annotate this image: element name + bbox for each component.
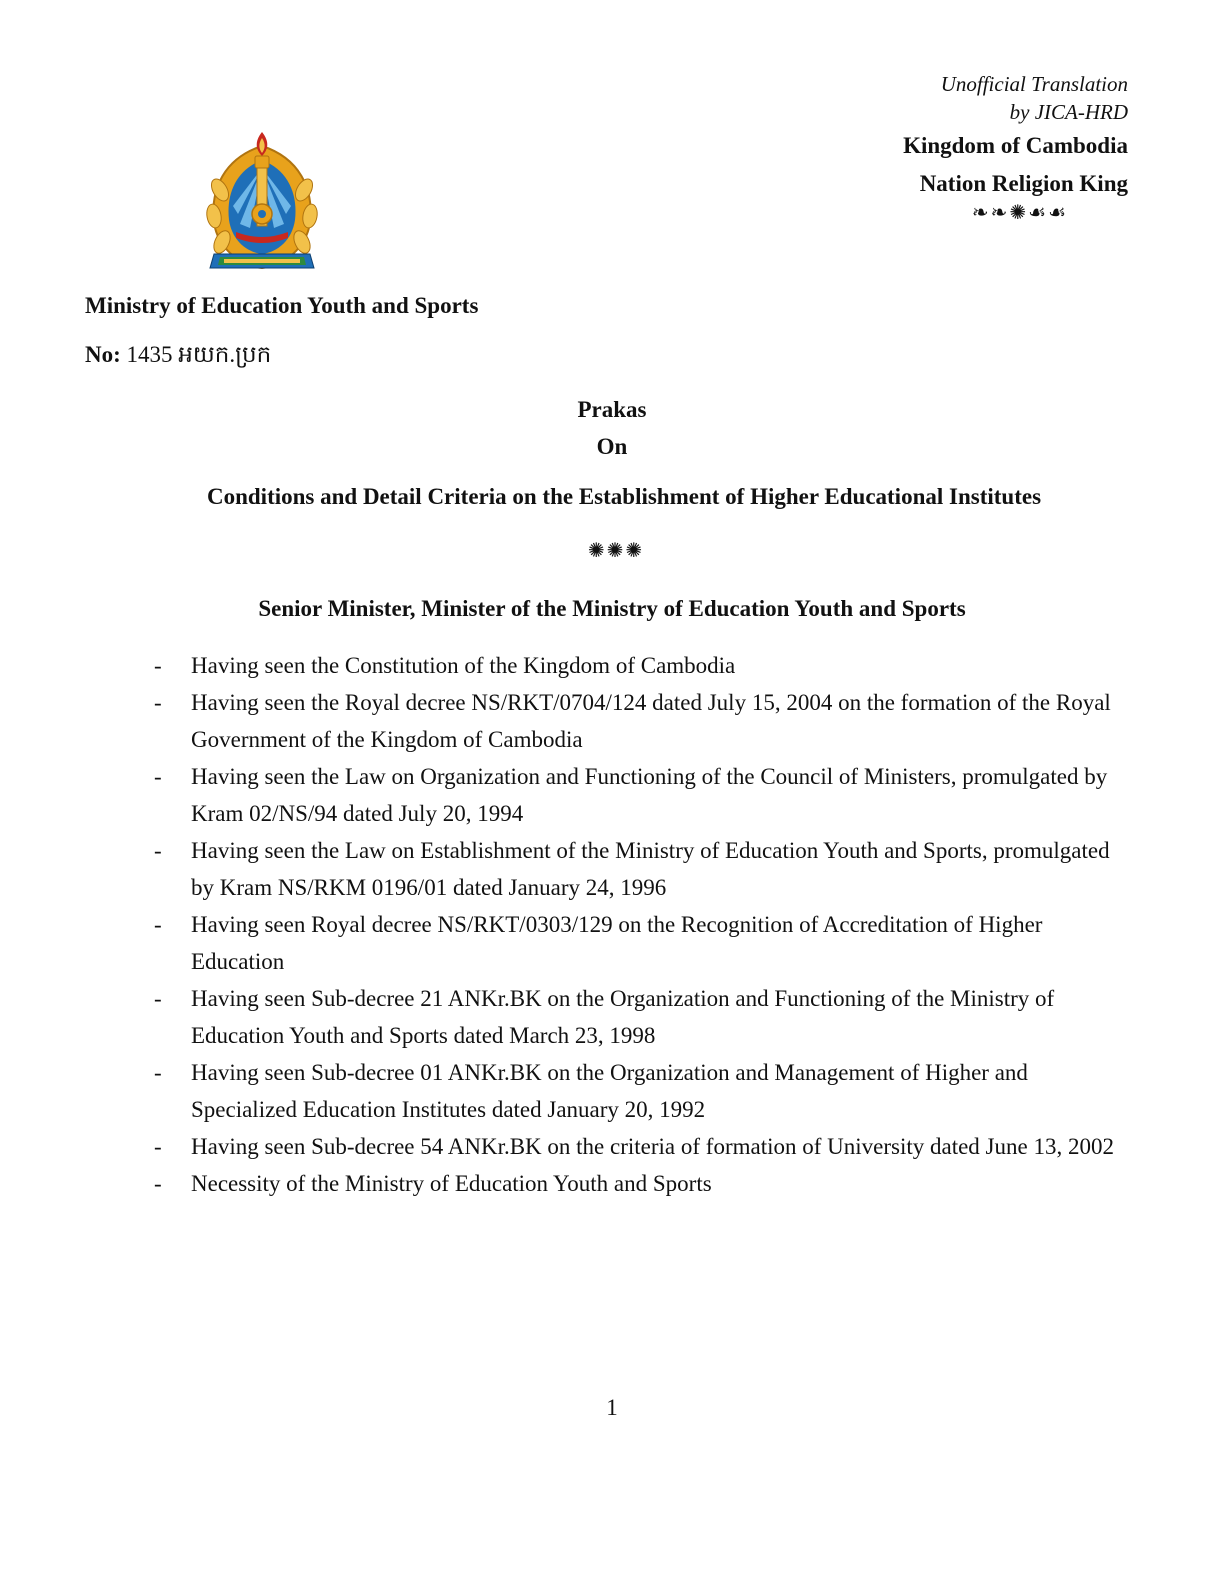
document-on: On (596, 434, 628, 459)
list-item (154, 980, 1124, 1054)
document-number-value: 1435 អយក.ប្រក (126, 342, 272, 367)
list-item-text: Having seen Royal decree NS/RKT/0303/129 on the Recognition of Accreditation of Higher Education (191, 912, 1043, 974)
list-item-text: Having seen Sub-decree 21 ANKr.BK on the Organization and Functioning of the Ministry of Education Youth and Sports dated March 23, 1998 (191, 986, 1055, 1048)
ministry-emblem-icon (200, 128, 324, 278)
list-dash: - (154, 1171, 162, 1196)
list-item (154, 1128, 1124, 1165)
national-motto: Nation Religion King (919, 171, 1128, 196)
ministry-name: Ministry of Education Youth and Sports (85, 293, 479, 318)
list-item-text: Having seen Sub-decree 54 ANKr.BK on the criteria of formation of University dated June 13, 2002 (191, 1134, 1114, 1159)
list-dash: - (154, 912, 162, 937)
document-type: Prakas (577, 397, 647, 422)
document-number (85, 341, 271, 374)
considerations-list (154, 647, 1124, 1202)
list-item (154, 1054, 1124, 1128)
list-item (154, 684, 1124, 758)
flower-ornament-icon: ✺✺✺ (587, 540, 645, 562)
kingdom-name: Kingdom of Cambodia (903, 133, 1128, 158)
document-subject: Conditions and Detail Criteria on the Establishment of Higher Educational Institutes (206, 484, 1042, 509)
translation-note-line1: Unofficial Translation (940, 72, 1128, 96)
list-item-text: Having seen the Law on Organization and Functioning of the Council of Ministers, promulgated by Kram 02/NS/94 dated July 20, 1994 (191, 764, 1108, 826)
list-dash: - (154, 764, 162, 789)
list-dash: - (154, 653, 162, 678)
list-item (154, 647, 1124, 684)
kingdom-heading (903, 127, 1128, 203)
list-dash: - (154, 1134, 162, 1159)
list-item-text: Having seen the Constitution of the Kingdom of Cambodia (191, 653, 736, 678)
list-dash: - (154, 690, 162, 715)
list-item (154, 758, 1124, 832)
document-number-label: No: (85, 342, 121, 367)
list-item (154, 832, 1124, 906)
page-number: 1 (606, 1395, 618, 1420)
document-type-heading (0, 391, 1224, 465)
list-item (154, 1165, 1124, 1202)
list-item-text: Having seen Sub-decree 01 ANKr.BK on the Organization and Management of Higher and Specialized Education Institutes dated January 20, 1992 (191, 1060, 1028, 1122)
ornament-divider-icon: ❧❧✺☙☙ (971, 202, 1068, 224)
list-item-text: Necessity of the Ministry of Education Youth and Sports (191, 1171, 712, 1196)
list-dash: - (154, 1060, 162, 1085)
list-item-text: Having seen the Royal decree NS/RKT/0704/124 dated July 15, 2004 on the formation of the Royal Government of the Kingdom of Cambodia (191, 690, 1111, 752)
issuer-title: Senior Minister, Minister of the Ministry of Education Youth and Sports (258, 596, 966, 621)
translation-note-line2: by JICA-HRD (1009, 100, 1128, 124)
list-dash: - (154, 986, 162, 1011)
list-item-text: Having seen the Law on Establishment of the Ministry of Education Youth and Sports, promulgated by Kram NS/RKM 0196/01 dated January 24, 1996 (191, 838, 1110, 900)
translation-note (941, 70, 1128, 126)
list-item (154, 906, 1124, 980)
list-dash: - (154, 838, 162, 863)
